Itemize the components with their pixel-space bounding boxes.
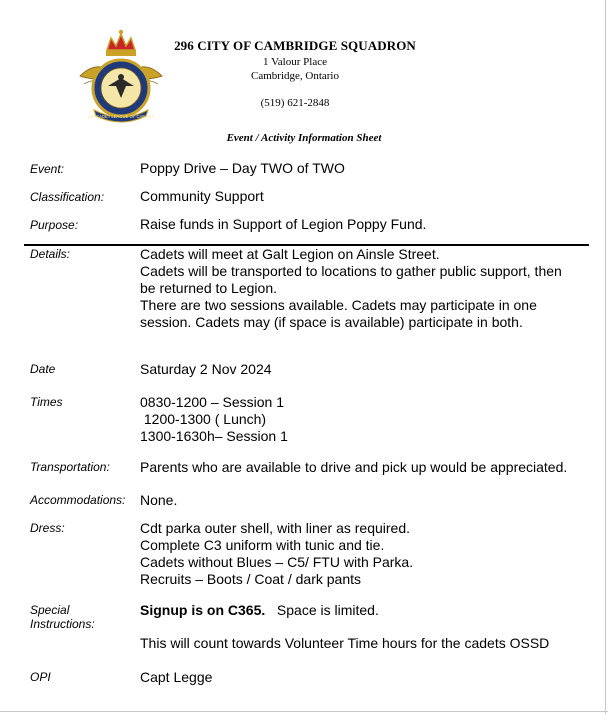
dress-value	[140, 520, 590, 588]
details-line: Cadets will meet at Galt Legion on Ainsle Street.	[140, 246, 440, 262]
volunteer-value: This will count towards Volunteer Time hours for the cadets OSSD	[140, 635, 550, 651]
times-label: Times	[30, 395, 63, 409]
special-label-line: Instructions:	[30, 617, 95, 631]
times-line: 1200-1300 ( Lunch)	[140, 411, 267, 427]
transportation-label: Transportation:	[30, 460, 110, 474]
event-value: Poppy Drive – Day TWO of TWO	[140, 160, 345, 176]
sheet-title: Event / Activity Information Sheet	[226, 132, 382, 144]
date-label: Date	[30, 362, 56, 376]
opi-label: OPI	[30, 670, 51, 684]
purpose-value: Raise funds in Support of Legion Poppy Fund.	[140, 216, 427, 232]
classification-label: Classification:	[30, 190, 105, 204]
details-label: Details:	[30, 247, 71, 261]
dress-line: Complete C3 uniform with tunic and tie.	[140, 537, 385, 553]
details-line: session. Cadets may (if space is available) participate in both.	[140, 314, 523, 330]
svg-text:AIR CADET LEAGUE OF CANADA: AIR CADET LEAGUE OF CANADA	[87, 114, 155, 119]
classification-value: Community Support	[140, 188, 264, 204]
dress-line: Cadets without Blues – C5/ FTU with Parka.	[140, 554, 414, 570]
squadron-crest-logo	[74, 24, 168, 124]
transportation-value: Parents who are available to drive and pick up would be appreciated.	[140, 459, 568, 475]
dress-line: Cdt parka outer shell, with liner as required.	[140, 520, 411, 536]
signup-value	[140, 602, 590, 619]
page-edge-bottom	[0, 711, 608, 712]
accommodations-label: Accommodations:	[30, 493, 126, 507]
signup-rest: Space is limited.	[265, 602, 379, 618]
times-line: 0830-1200 – Session 1	[140, 394, 284, 410]
signup-bold: Signup is on C365.	[140, 602, 266, 618]
special-instructions-label	[30, 603, 95, 631]
date-value: Saturday 2 Nov 2024	[140, 361, 272, 377]
details-line: be returned to Legion.	[140, 280, 277, 296]
purpose-label: Purpose:	[30, 218, 79, 232]
special-label-line: Special	[30, 603, 70, 617]
dress-label: Dress:	[30, 521, 65, 535]
event-label: Event:	[30, 162, 65, 176]
address-line-2: Cambridge, Ontario	[251, 70, 339, 82]
details-line: There are two sessions available. Cadets may participate in one	[140, 297, 537, 313]
details-value	[140, 246, 590, 331]
page-edge-right	[605, 0, 606, 714]
times-line: 1300-1630h– Session 1	[140, 428, 288, 444]
squadron-name: 296 CITY OF CAMBRIDGE SQUADRON	[174, 38, 416, 53]
details-line: Cadets will be transported to locations to gather public support, then	[140, 263, 562, 279]
opi-value: Capt Legge	[140, 669, 213, 685]
address-line-1: 1 Valour Place	[263, 56, 327, 68]
phone-number: (519) 621-2848	[260, 97, 330, 109]
dress-line: Recruits – Boots / Coat / dark pants	[140, 571, 361, 587]
accommodations-value: None.	[140, 492, 178, 508]
times-value	[140, 394, 590, 445]
